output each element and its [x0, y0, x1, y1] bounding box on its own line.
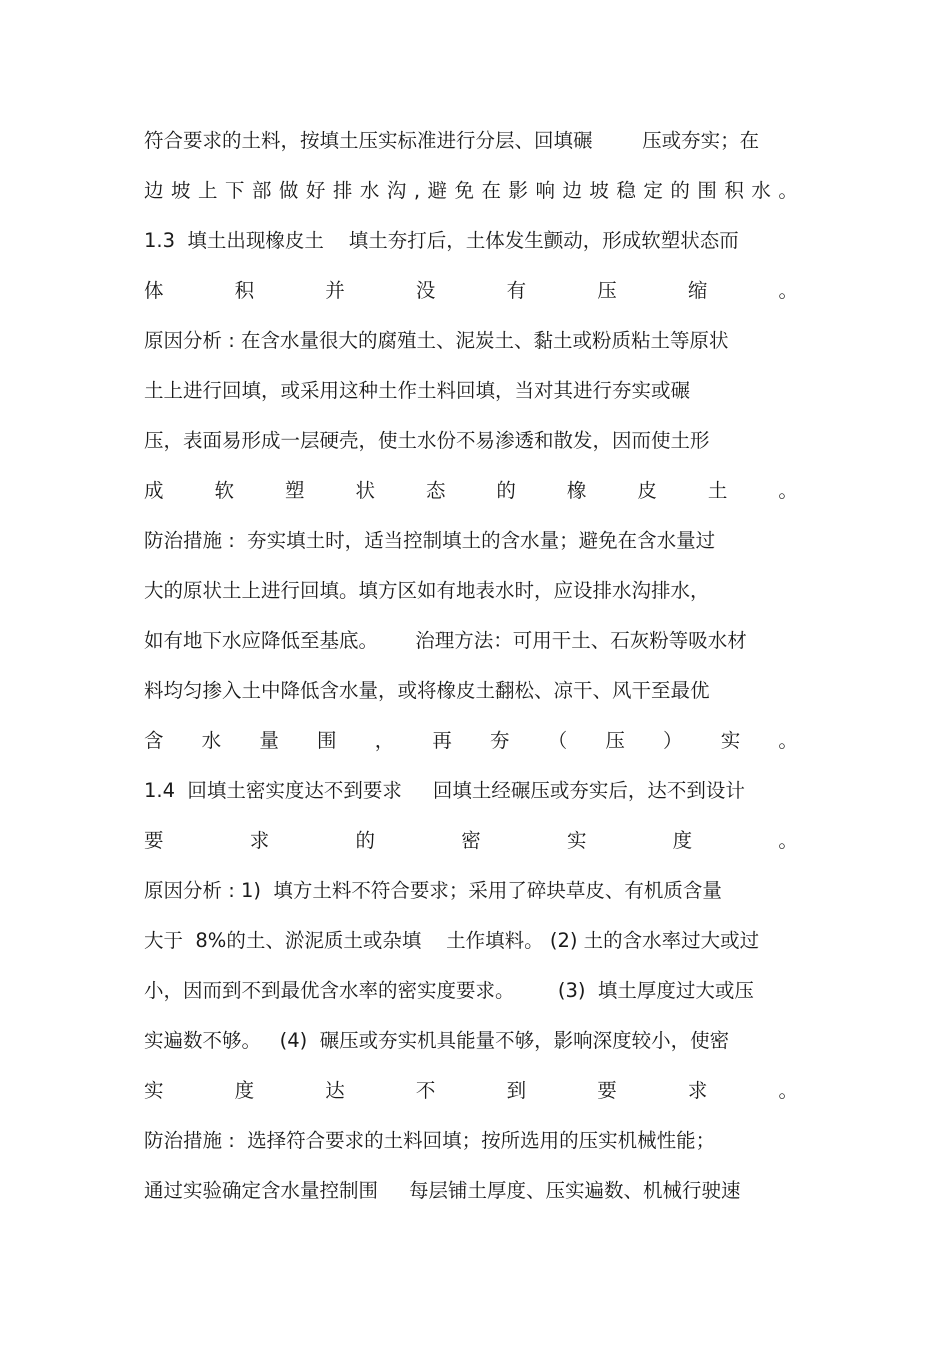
text-line: [144, 176, 798, 206]
spread-char: 影: [508, 179, 528, 202]
spread-char: 。: [778, 179, 798, 202]
spread-char: 到: [506, 1079, 527, 1102]
spread-char: ，: [374, 729, 395, 752]
spread-char: 夯: [490, 729, 510, 752]
spread-char: 有: [506, 279, 527, 302]
text-segment: 原因分析 : 1) 填方土料不符合要求；采用了碎块草皮、有机质含量: [144, 879, 722, 902]
spread-char: 边: [562, 179, 582, 202]
spread-char: 再: [432, 729, 452, 752]
text-segment: 原因分析 : 在含水量很大的腐殖土、泥炭土、黏土或粉质粘土等原状: [144, 329, 729, 352]
text-segment: 大于 8%的土、淤泥质土或杂填: [144, 929, 422, 952]
spread-char: 避: [427, 179, 448, 202]
text-line: [144, 1126, 798, 1156]
text-segment: 压，表面易形成一层硬壳，使土水份不易渗透和散发，因而使土形: [144, 429, 710, 452]
spread-char: 实: [566, 829, 587, 852]
spread-char: ,: [413, 179, 421, 202]
spread-char: 状: [355, 479, 375, 502]
text-line: [144, 276, 798, 306]
text-line: [144, 926, 798, 956]
spread-char: 橡: [566, 479, 587, 502]
text-segment: 防治措施 : 夯实填土时，适当控制填土的含水量；避免在含水量过: [144, 529, 716, 552]
spread-char: 缩: [687, 279, 708, 302]
spread-char: 度: [672, 829, 693, 852]
spread-char: 。: [778, 1079, 798, 1102]
spread-char: 含: [144, 729, 164, 752]
text-line: [144, 1026, 798, 1056]
spread-char: 定: [643, 179, 663, 202]
spread-char: 成: [144, 479, 164, 502]
text-segment: 1.3 填土出现橡皮土: [144, 229, 324, 252]
spread-char: 围: [697, 179, 717, 202]
spread-char: （: [547, 729, 568, 752]
spread-char: 态: [425, 479, 446, 502]
spread-char: 稳: [616, 179, 636, 202]
spread-char: 响: [535, 179, 555, 202]
spread-char: 。: [778, 479, 798, 502]
text-line: [144, 676, 798, 706]
spread-char: 的: [496, 479, 516, 502]
spread-char: 坡: [589, 179, 609, 202]
spread-char: 实: [720, 729, 741, 752]
spread-char: 体: [144, 279, 164, 302]
spread-char: ）: [663, 729, 683, 752]
text-segment: 回填土经碾压或夯实后，达不到设计: [401, 779, 745, 802]
text-segment: 大的原状土上进行回填。填方区如有地表水时，应设排水沟排水，: [144, 579, 710, 602]
spread-char: 并: [325, 279, 345, 302]
spread-char: 的: [355, 829, 375, 852]
spread-char: 要: [144, 829, 164, 852]
spread-char: 。: [778, 279, 798, 302]
text-line: [144, 576, 798, 606]
spread-char: 软: [214, 479, 234, 502]
text-segment: 填土夯打后，土体发生颤动，形成软塑状态而: [323, 229, 739, 252]
spread-char: 好: [305, 179, 326, 202]
text-segment: 料均匀掺入土中降低含水量，或将橡皮土翻松、凉干、风干至最优: [144, 679, 710, 702]
spread-char: 度: [234, 1079, 255, 1102]
spread-char: 实: [144, 1079, 164, 1102]
spread-char: 压: [605, 729, 625, 752]
spread-char: 密: [461, 829, 481, 852]
spread-char: 没: [415, 279, 436, 302]
text-line: [144, 226, 798, 256]
text-line: [144, 976, 798, 1006]
spread-char: 积: [234, 279, 255, 302]
text-line: [144, 726, 798, 756]
text-segment: 1.4 回填土密实度达不到要求: [144, 779, 402, 802]
text-line: [144, 1076, 798, 1106]
spread-char: 量: [259, 729, 279, 752]
spread-char: 求: [249, 829, 270, 852]
spread-char: 积: [724, 179, 744, 202]
spread-char: 坡: [170, 179, 191, 202]
text-segment: 治理方法：可用干土、石灰粉等吸水材: [378, 629, 747, 652]
text-line: [144, 376, 798, 406]
text-segment: 如有地下水应降低至基底。: [144, 629, 379, 652]
text-segment: 小，因而到不到最优含水率的密实度要求。: [144, 979, 515, 1002]
text-line: [144, 776, 798, 806]
text-line: [144, 526, 798, 556]
spread-char: 免: [454, 179, 475, 202]
spread-char: 下: [224, 179, 245, 202]
spread-char: 求: [687, 1079, 708, 1102]
text-segment: 实遍数不够。: [144, 1029, 262, 1052]
spread-char: 围: [317, 729, 337, 752]
text-segment: 压或夯实；在: [592, 129, 760, 152]
spread-char: 水: [359, 179, 380, 202]
text-segment: (4) 碾压或夯实机具能量不够，影响深度较小，使密: [261, 1029, 730, 1052]
spread-char: 边: [144, 179, 164, 202]
spread-char: 上: [197, 179, 218, 202]
spread-char: 压: [597, 279, 617, 302]
text-segment: (3) 填土厚度过大或压: [514, 979, 754, 1002]
spread-char: 排: [332, 179, 353, 202]
spread-char: 。: [778, 729, 798, 752]
text-segment: 符合要求的土料，按填土压实标准进行分层、回填碾: [144, 129, 593, 152]
spread-char: 要: [597, 1079, 617, 1102]
spread-char: 。: [778, 829, 798, 852]
text-line: [144, 826, 798, 856]
text-segment: 通过实验确定含水量控制围: [144, 1179, 379, 1202]
text-segment: 土上进行回填，或采用这种土作土料回填，当对其进行夯实或碾: [144, 379, 691, 402]
text-line: [144, 626, 798, 656]
text-line: [144, 876, 798, 906]
spread-char: 水: [751, 179, 771, 202]
spread-char: 水: [201, 729, 222, 752]
spread-char: 沟: [386, 179, 407, 202]
text-segment: 土作填料。 (2) 土的含水率过大或过: [421, 929, 760, 952]
spread-char: 土: [707, 479, 728, 502]
text-line: [144, 476, 798, 506]
text-line: [144, 426, 798, 456]
spread-char: 部: [251, 179, 272, 202]
text-line: [144, 1176, 798, 1206]
spread-char: 皮: [637, 479, 657, 502]
spread-char: 做: [278, 179, 299, 202]
text-segment: 防治措施 : 选择符合要求的土料回填；按所选用的压实机械性能；: [144, 1129, 716, 1152]
text-segment: 每层铺土厚度、压实遍数、机械行驶速: [378, 1179, 741, 1202]
spread-char: 不: [415, 1079, 436, 1102]
text-line: [144, 126, 798, 156]
spread-char: 的: [670, 179, 690, 202]
spread-char: 达: [325, 1079, 345, 1102]
spread-char: 在: [481, 179, 501, 202]
spread-char: 塑: [284, 479, 305, 502]
text-line: [144, 326, 798, 356]
